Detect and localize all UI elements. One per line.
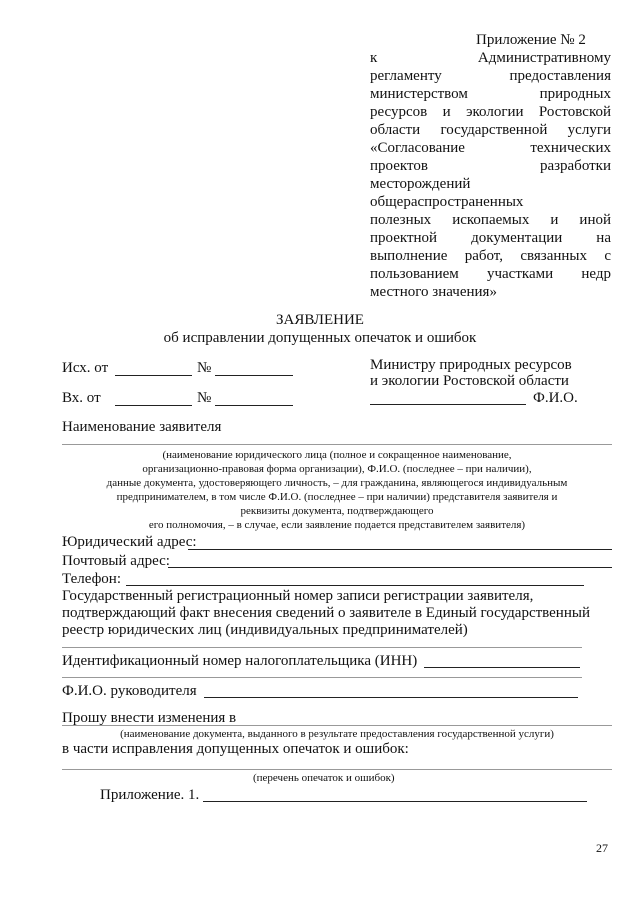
hint-line: предпринимателем, в том числе Ф.И.О. (последнее – при наличии) представителя заявителя и [116,491,558,503]
hint-line: (наименование юридического лица (полное и сокращенное наименование, [162,449,512,461]
addressee-line-2: и экологии Ростовской области [370,373,569,389]
head-fio-field[interactable] [204,697,578,698]
appendix-line: «Согласование технических [370,140,611,156]
appendix-line: проектной документации на [370,230,611,246]
request-document-field[interactable] [62,725,612,726]
inn-field-extra[interactable] [62,677,582,678]
postal-address-label: Почтовый адрес: [62,553,170,569]
errors-list-hint: (перечень опечаток и ошибок) [253,772,395,784]
appendix-line: области государственной услуги [370,122,611,138]
appendix-line: ресурсов и экологии Ростовской [370,104,611,120]
appendix-line: месторождений [370,176,471,192]
hint-line: его полномочия, – в случае, если заявление подается представителем заявителя) [148,519,526,531]
attachment-label: Приложение. 1. [100,787,200,803]
ogrn-line: Государственный регистрационный номер записи регистрации заявителя, [62,588,534,604]
hint-line: организационно-правовая форма организации), Ф.И.О. (последнее – при наличии), [142,463,532,475]
ogrn-field[interactable] [62,647,582,648]
errors-list-field[interactable] [62,769,612,770]
appendix-line: полезных ископаемых и иной [370,212,611,228]
ogrn-line: подтверждающий факт внесения сведений о заявителе в Единый государственный [62,605,590,621]
inn-field[interactable] [424,667,580,668]
appendix-line: общераспространенных [370,194,524,210]
legal-address-label: Юридический адрес: [62,534,197,550]
applicant-name-label: Наименование заявителя [62,419,222,435]
request-document-hint: (наименование документа, выданного в результате предоставления государственной услуги) [120,728,554,740]
applicant-name-field[interactable] [62,444,612,445]
appendix-line: регламенту предоставления [370,68,611,84]
incoming-date-field[interactable] [115,405,192,406]
incoming-number-field[interactable] [215,405,293,406]
outgoing-date-label: Исх. от [62,360,109,376]
postal-address-field[interactable] [168,567,612,568]
hint-line: данные документа, удостоверяющего личность, – для гражданина, являющегося индивидуальным [106,477,568,489]
appendix-line: пользованием участками недр [370,266,611,282]
appendix-line: к Административному [370,50,611,66]
document-title: ЗАЯВЛЕНИЕ [276,312,364,328]
appendix-line: министерством природных [370,86,611,102]
request-label: Прошу внести изменения в [62,710,237,726]
appendix-line: проектов разработки [370,158,611,174]
outgoing-number-sign: № [197,360,212,376]
attachment-field[interactable] [203,801,587,802]
page-number: 27 [596,841,608,855]
incoming-date-label: Вх. от [62,390,101,406]
hint-line: реквизиты документа, подтверждающего [240,505,434,517]
addressee-fio-field[interactable] [370,404,526,405]
legal-address-field[interactable] [188,549,612,550]
outgoing-number-field[interactable] [215,375,293,376]
phone-label: Телефон: [62,571,121,587]
head-fio-label: Ф.И.О. руководителя [62,683,197,699]
incoming-number-sign: № [197,390,212,406]
phone-field[interactable] [126,585,584,586]
inn-label: Идентификационный номер налогоплательщика (ИНН) [62,653,418,669]
addressee-fio-label: Ф.И.О. [533,390,578,406]
addressee-line-1: Министру природных ресурсов [370,357,572,373]
appendix-line: местного значения» [370,284,497,300]
request-part-label: в части исправления допущенных опечаток и ошибок: [62,741,409,757]
outgoing-date-field[interactable] [115,375,192,376]
appendix-line: выполнение работ, связанных с [370,248,611,264]
document-subtitle: об исправлении допущенных опечаток и ошибок [163,330,477,346]
appendix-title: Приложение № 2 [476,32,586,48]
ogrn-line: реестр юридических лиц (индивидуальных предпринимателей) [62,622,468,638]
